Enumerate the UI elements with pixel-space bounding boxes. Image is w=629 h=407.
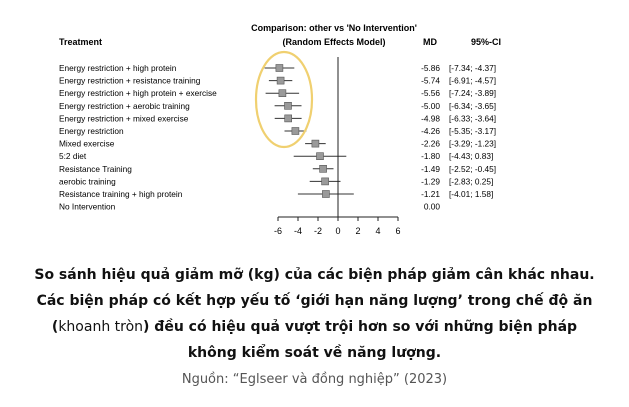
caption-line-1: So sánh hiệu quả giảm mỡ (kg) của các biện pháp giảm cân khác nhau. <box>34 267 595 283</box>
row-point-estimate <box>322 191 329 198</box>
row-ci-value: [-2.52; -0.45] <box>449 163 497 174</box>
row-point-estimate <box>317 153 324 160</box>
x-tick-label: -6 <box>273 226 283 236</box>
figure-caption <box>0 262 629 366</box>
column-header-treatment: Treatment <box>59 37 103 47</box>
row-point-estimate <box>285 102 292 109</box>
row-point-estimate <box>292 128 299 135</box>
row-md-value: -1.49 <box>421 163 440 174</box>
row-label: Energy restriction + mixed exercise <box>59 113 189 124</box>
forest-row <box>59 139 496 149</box>
forest-row <box>59 151 493 161</box>
forest-row <box>59 101 496 111</box>
forest-row <box>59 126 496 136</box>
row-label: Energy restriction + high protein <box>59 63 177 73</box>
highlight-circle <box>256 52 312 147</box>
chart-subtitle: (Random Effects Model) <box>282 37 386 47</box>
chart-title: Comparison: other vs 'No Intervention' <box>251 23 417 33</box>
row-ci-value: [-4.01; 1.58] <box>449 189 494 199</box>
row-md-value: -1.80 <box>421 151 440 162</box>
column-header-ci: 95%-CI <box>470 37 502 47</box>
row-md-value: -2.26 <box>421 138 440 149</box>
caption-line-4: không kiểm soát về năng lượng. <box>187 345 442 361</box>
row-ci-value: [-2.83; 0.25] <box>449 176 494 187</box>
row-md-value: -5.86 <box>421 63 440 73</box>
caption-circled-term: khoanh tròn <box>58 319 144 335</box>
row-md-value: -1.21 <box>421 189 440 199</box>
x-tick-label: 4 <box>375 226 381 236</box>
x-tick-label: -2 <box>313 226 323 236</box>
forest-row <box>59 202 440 212</box>
forest-row <box>59 63 496 73</box>
row-point-estimate <box>279 90 286 97</box>
forest-row <box>59 189 493 199</box>
row-md-value: -4.26 <box>421 126 440 136</box>
row-md-value: -4.98 <box>421 113 440 124</box>
caption-line-3 <box>0 314 629 340</box>
row-ci-value: [-4.43; 0.83] <box>449 151 494 162</box>
forest-row <box>59 164 496 174</box>
row-ci-value: [-7.24; -3.89] <box>449 88 497 99</box>
column-header-md: MD <box>423 37 437 47</box>
row-md-value: -5.00 <box>421 100 440 111</box>
forest-row <box>59 176 493 186</box>
x-tick-label: 0 <box>335 226 341 236</box>
row-label: Energy restriction + resistance training <box>59 75 201 86</box>
caption-line-3-rest: ) đều có hiệu quả vượt trội hơn so với những biện pháp <box>143 319 578 335</box>
forest-row <box>59 76 496 86</box>
row-ci-value: [-6.91; -4.57] <box>449 75 497 86</box>
row-point-estimate <box>276 65 283 72</box>
row-label: Resistance Training <box>59 163 132 174</box>
x-tick-label: 2 <box>355 226 361 236</box>
row-point-estimate <box>312 140 319 147</box>
row-md-value: -5.74 <box>421 75 440 86</box>
row-point-estimate <box>277 77 284 84</box>
forest-row <box>59 88 496 98</box>
row-label: Mixed exercise <box>59 138 115 149</box>
caption-line-2: Các biện pháp có kết hợp yếu tố ‘giới hạn năng lượng’ trong chế độ ăn <box>36 293 593 309</box>
source-credit: Nguồn: “Eglseer và đồng nghiệp” (2023) <box>181 372 448 387</box>
row-ci-value: [-3.29; -1.23] <box>449 138 497 149</box>
row-md-value: -1.29 <box>421 176 440 187</box>
row-ci-value: [-5.35; -3.17] <box>449 126 497 136</box>
x-tick-label: 6 <box>395 226 401 236</box>
x-tick-label: -4 <box>293 226 303 236</box>
row-ci-value: [-6.33; -3.64] <box>449 113 497 124</box>
row-label: No Intervention <box>59 201 116 212</box>
row-label: aerobic training <box>59 176 116 187</box>
row-ci-value: [-6.34; -3.65] <box>449 100 497 111</box>
row-label: Energy restriction + high protein + exercise <box>59 88 217 99</box>
row-md-value: -5.56 <box>421 88 440 99</box>
row-md-value: 0.00 <box>423 201 440 212</box>
row-point-estimate <box>322 178 329 185</box>
row-ci-value: [-7.34; -4.37] <box>449 63 497 73</box>
row-label: Energy restriction <box>59 126 124 136</box>
forest-row <box>59 113 496 123</box>
row-point-estimate <box>285 115 292 122</box>
row-label: 5:2 diet <box>59 151 87 162</box>
row-label: Resistance training + high protein <box>59 189 183 199</box>
row-point-estimate <box>320 165 327 172</box>
caption-paren-open: ( <box>51 319 59 335</box>
row-label: Energy restriction + aerobic training <box>59 100 190 111</box>
